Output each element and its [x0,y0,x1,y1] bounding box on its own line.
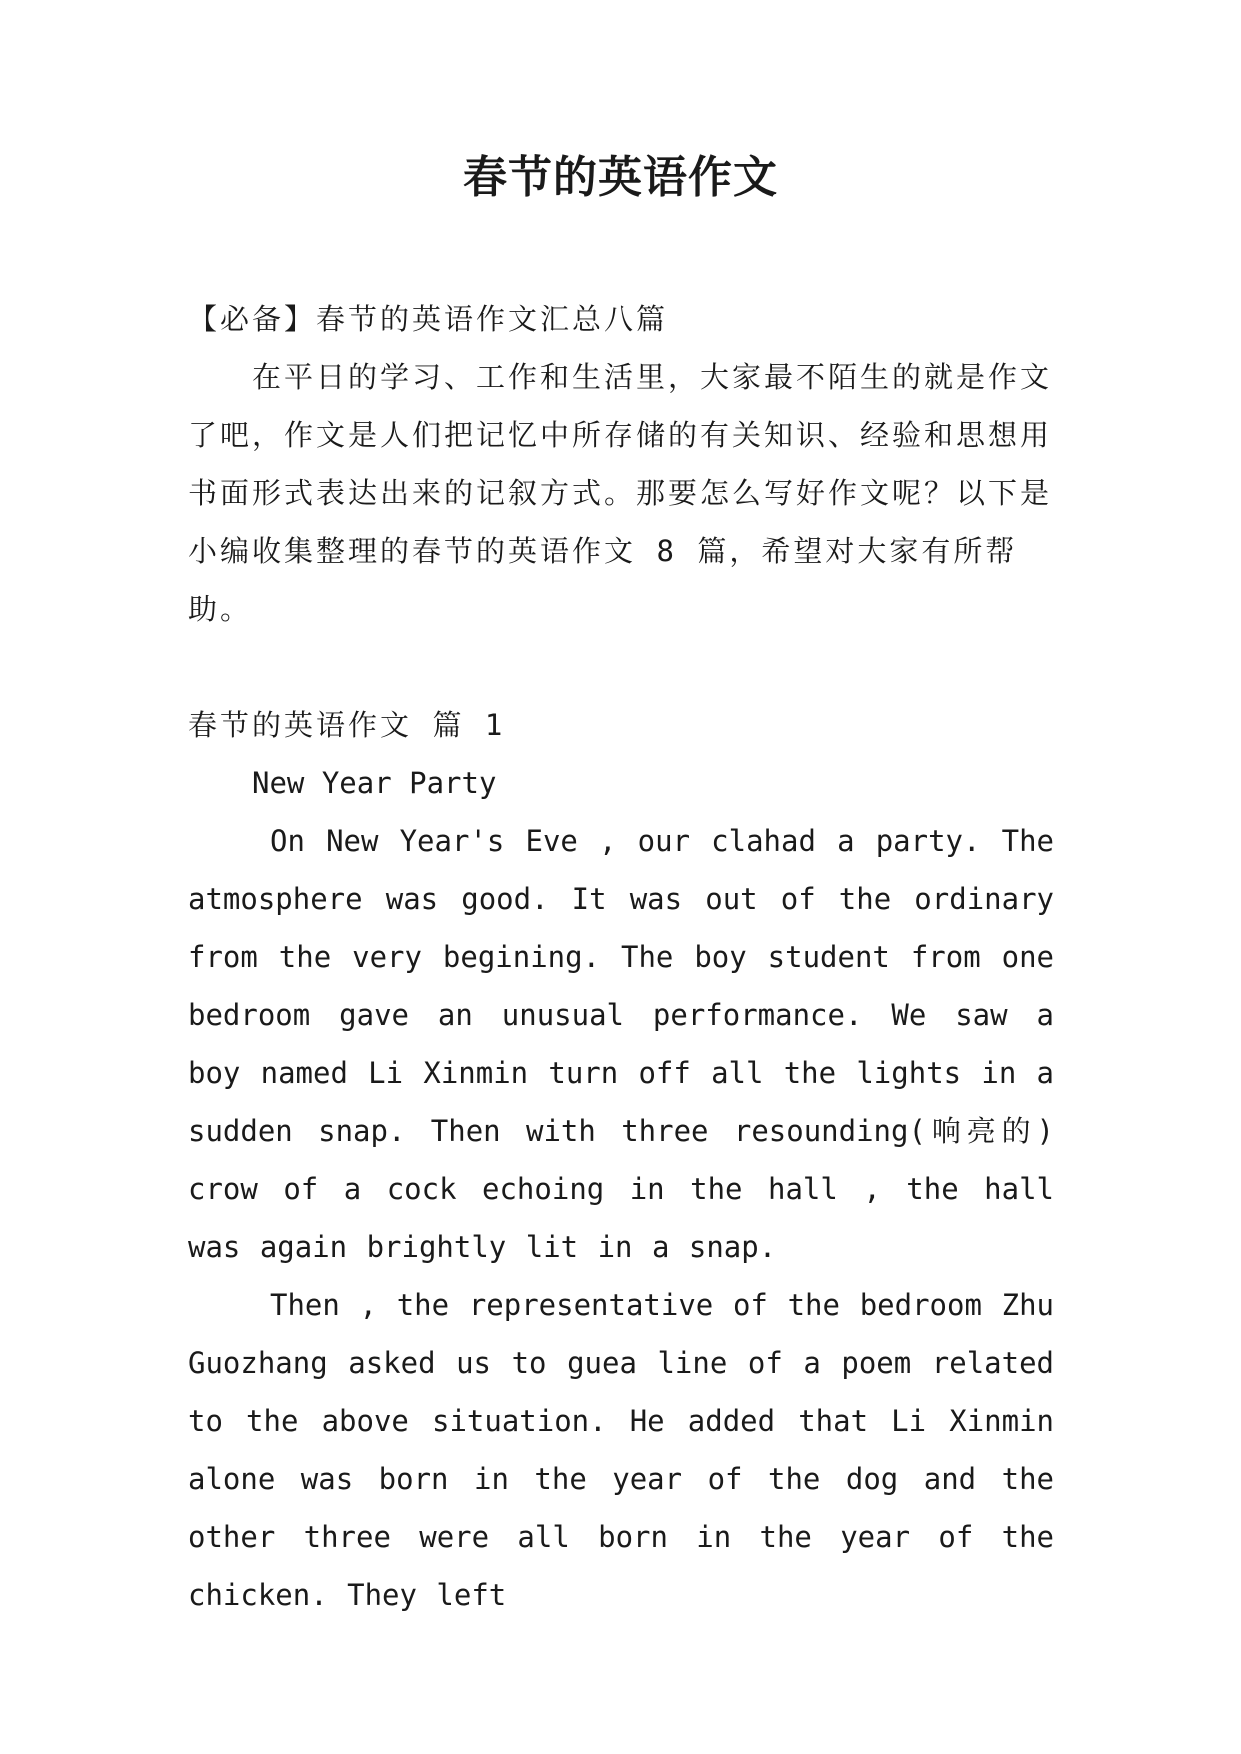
essay-paragraph: Then , the representative of the bedroom Zhu Guozhang asked us to guea line of a poem related to the above situation. He added that Li Xinmin alone was born in the year of the dog and the other three were all born in the year of the chicken. They left [188,1288,1054,1612]
document-subtitle: 【必备】春节的英语作文汇总八篇 [188,302,669,336]
essay-title: New Year Party [252,766,497,800]
section-heading: 春节的英语作文 篇 1 [188,708,506,742]
essay-paragraph: On New Year's Eve , our clahad a party. The atmosphere was good. It was out of the ordinary from the very begining. The boy student from one bedroom gave an unusual performance. We saw a boy named Li Xinmin turn off all the lights in a sudden snap. Then with three resounding(响亮的) crow of a cock echoing in the hall , the hall was again brightly lit in a snap. [188,824,1054,1264]
document-title: 春节的英语作文 [463,152,778,203]
intro-paragraph: 在平日的学习、工作和生活里，大家最不陌生的就是作文了吧，作文是人们把记忆中所存储的有关知识、经验和思想用书面形式表达出来的记叙方式。那要怎么写好作文呢？以下是小编收集整理的春节的英语作文 8 篇，希望对大家有所帮助。 [188,360,1053,626]
document-body [188,290,1054,1624]
